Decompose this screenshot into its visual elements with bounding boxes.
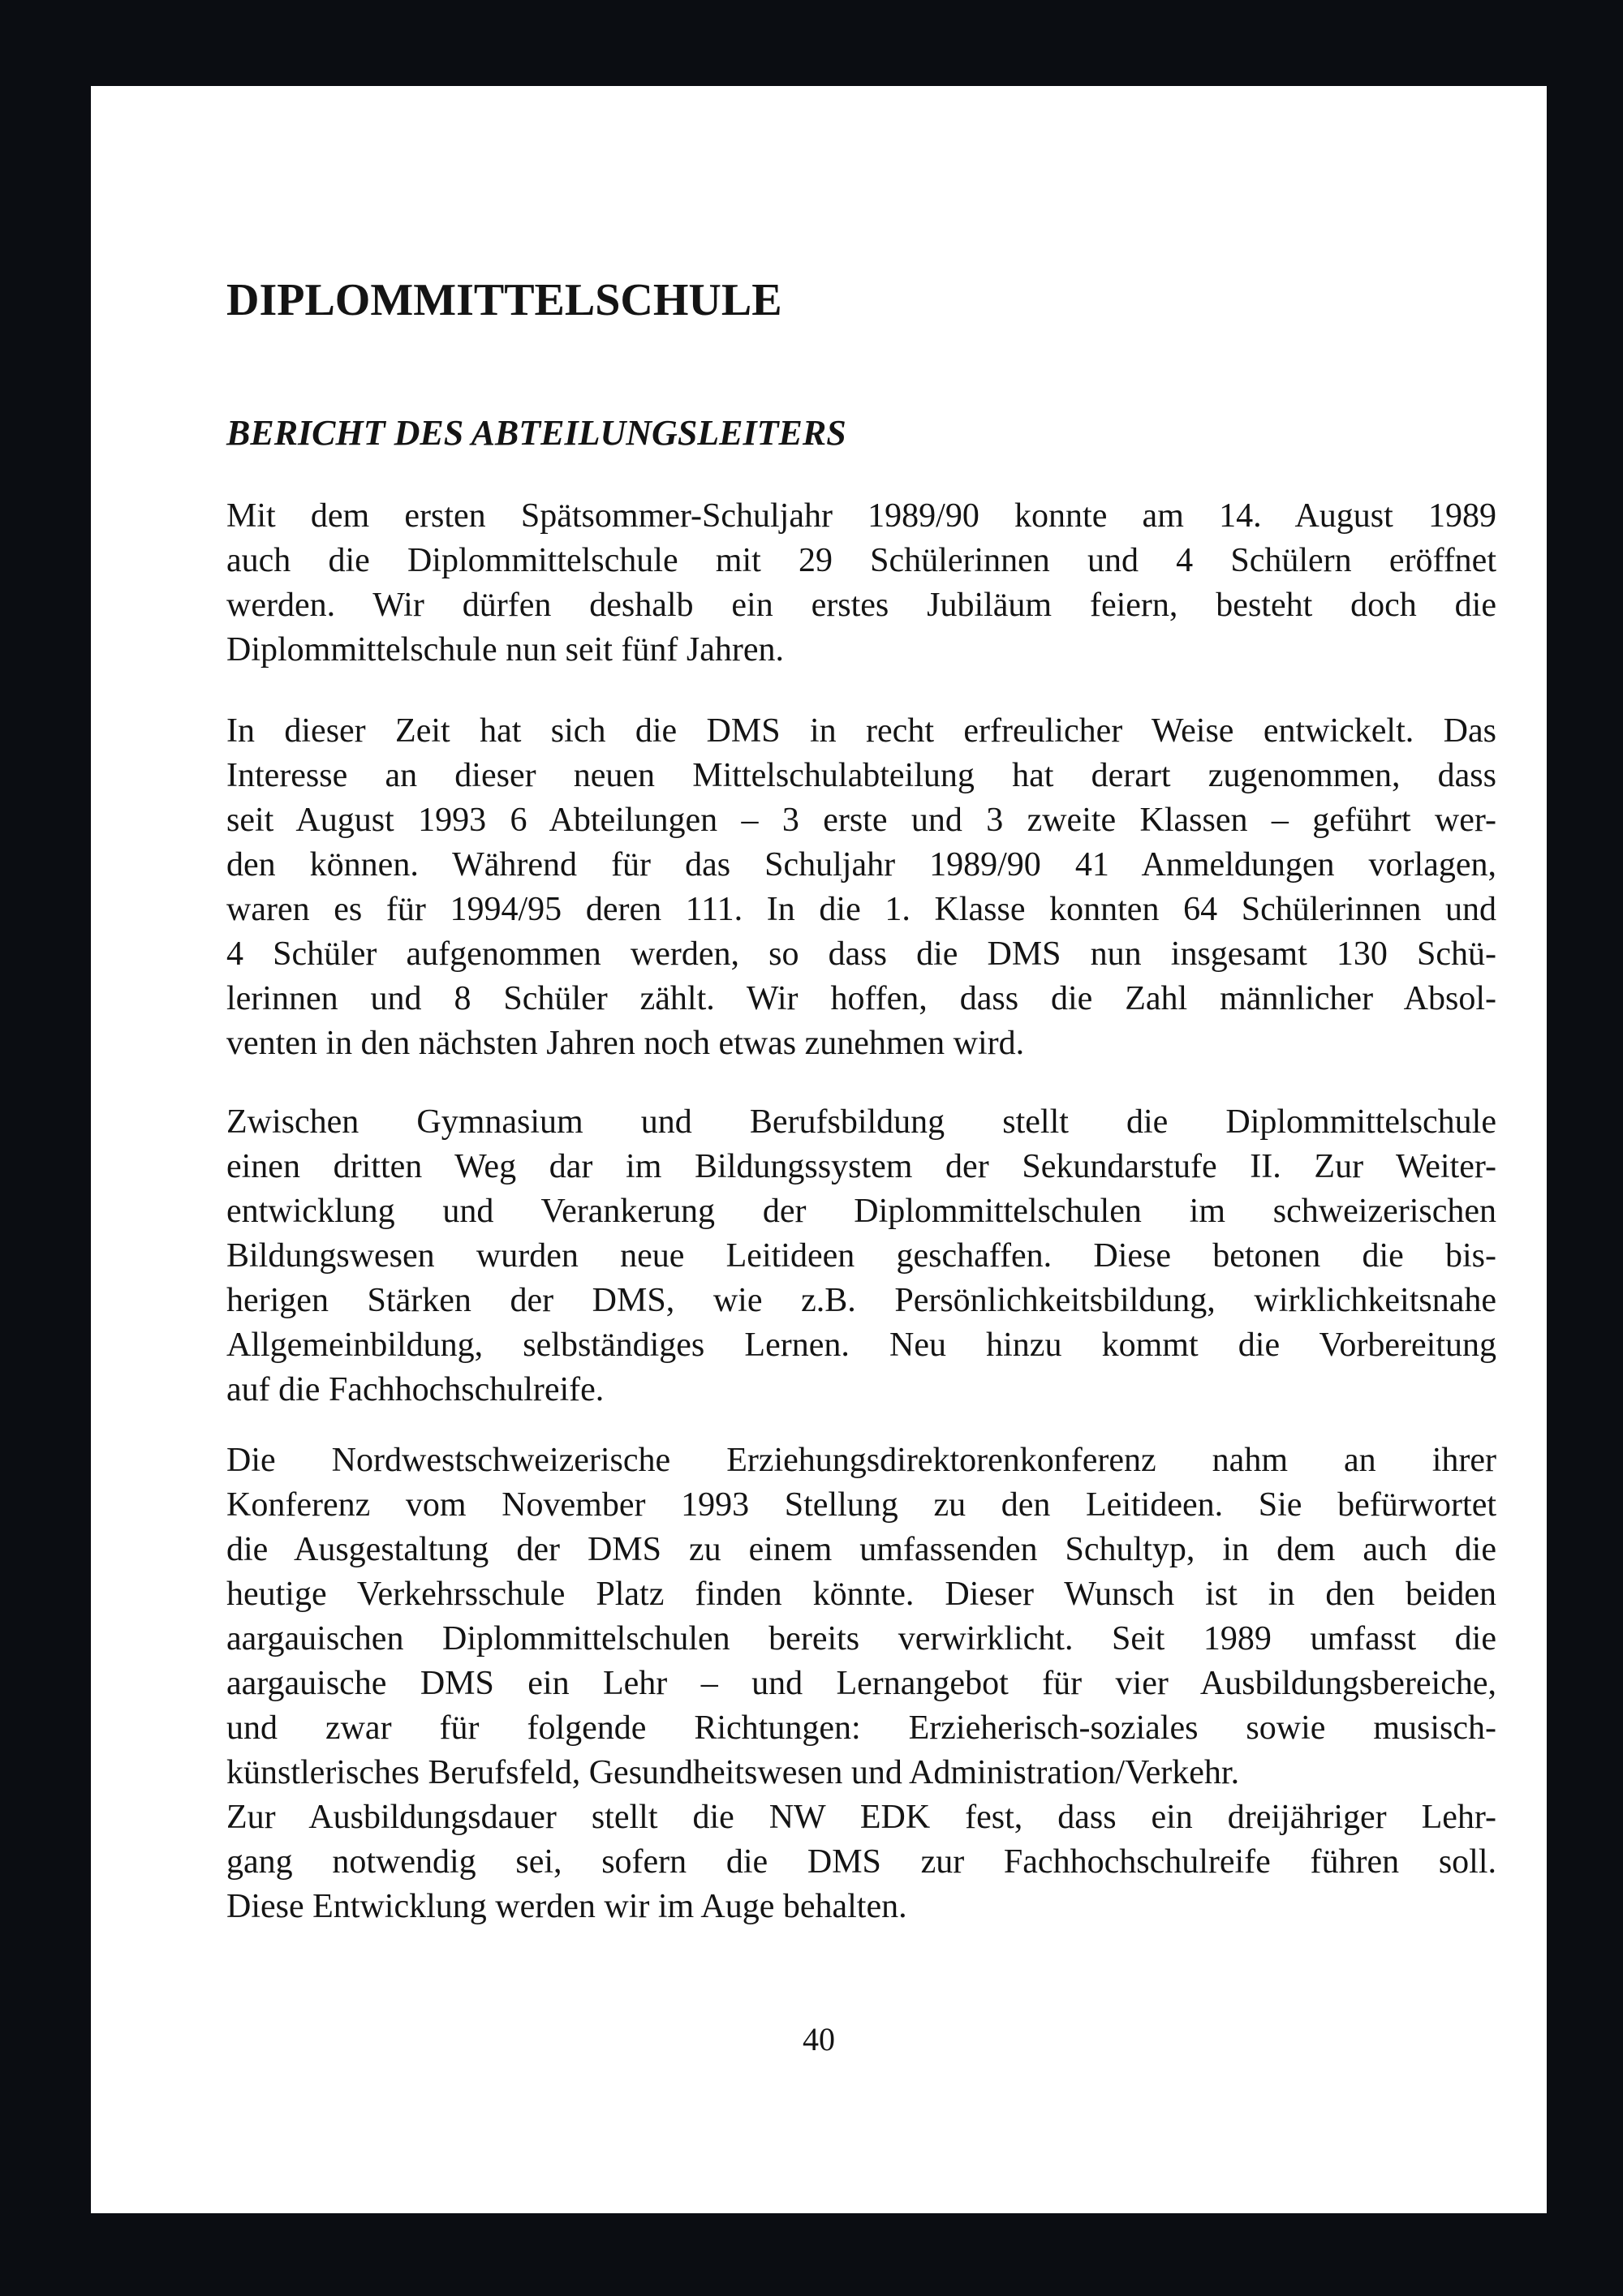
- text-line: den können. Während für das Schuljahr 1989/90 41 Anmeldungen vorlagen,: [226, 846, 1496, 884]
- page-title: DIPLOMMITTELSCHULE: [226, 275, 782, 325]
- text-line: herigen Stärken der DMS, wie z.B. Persönlichkeitsbildung, wirklichkeitsnahe: [226, 1282, 1496, 1319]
- text-line: Diese Entwicklung werden wir im Auge behalten.: [226, 1888, 907, 1925]
- text-line: Mit dem ersten Spätsommer-Schuljahr 1989/90 konnte am 14. August 1989: [226, 497, 1496, 535]
- text-line: Die Nordwestschweizerische Erziehungsdirektorenkonferenz nahm an ihrer: [226, 1442, 1496, 1479]
- text-line: gang notwendig sei, sofern die DMS zur Fachhochschulreife führen soll.: [226, 1843, 1496, 1881]
- text-line: auch die Diplommittelschule mit 29 Schülerinnen und 4 Schülern eröffnet: [226, 542, 1496, 579]
- paragraph-1: [226, 494, 1496, 673]
- text-line: Konferenz vom November 1993 Stellung zu den Leitideen. Sie befürwortet: [226, 1486, 1496, 1524]
- text-line: die Ausgestaltung der DMS zu einem umfassenden Schultyp, in dem auch die: [226, 1531, 1496, 1568]
- text-line: entwicklung und Verankerung der Diplommittelschulen im schweizerischen: [226, 1193, 1496, 1230]
- document-page: [91, 86, 1547, 2213]
- paragraph-4: [226, 1438, 1496, 1929]
- page-number: 40: [803, 2021, 835, 2057]
- text-line: einen dritten Weg dar im Bildungssystem der Sekundarstufe II. Zur Weiter-: [226, 1148, 1496, 1185]
- paragraph-3: [226, 1100, 1496, 1412]
- text-line: Zur Ausbildungsdauer stellt die NW EDK fest, dass ein dreijähriger Lehr-: [226, 1799, 1496, 1836]
- text-line: Interesse an dieser neuen Mittelschulabteilung hat derart zugenommen, dass: [226, 757, 1496, 794]
- paragraph-2: [226, 709, 1496, 1066]
- text-line: heutige Verkehrsschule Platz finden könnte. Dieser Wunsch ist in den beiden: [226, 1576, 1496, 1613]
- text-line: venten in den nächsten Jahren noch etwas zunehmen wird.: [226, 1025, 1025, 1062]
- text-line: 4 Schüler aufgenommen werden, so dass die DMS nun insgesamt 130 Schü-: [226, 935, 1496, 973]
- text-line: auf die Fachhochschulreife.: [226, 1371, 605, 1408]
- text-line: künstlerisches Berufsfeld, Gesundheitswesen und Administration/Verkehr.: [226, 1754, 1240, 1791]
- text-line: In dieser Zeit hat sich die DMS in recht erfreulicher Weise entwickelt. Das: [226, 712, 1496, 750]
- text-line: aargauische DMS ein Lehr – und Lernangebot für vier Ausbildungsbereiche,: [226, 1665, 1496, 1702]
- section-subtitle: BERICHT DES ABTEILUNGSLEITERS: [226, 413, 846, 453]
- text-line: waren es für 1994/95 deren 111. In die 1. Klasse konnten 64 Schülerinnen und: [226, 891, 1496, 928]
- text-line: Zwischen Gymnasium und Berufsbildung stellt die Diplommittelschule: [226, 1103, 1496, 1141]
- text-line: Allgemeinbildung, selbständiges Lernen. Neu hinzu kommt die Vorbereitung: [226, 1326, 1496, 1364]
- text-line: Bildungswesen wurden neue Leitideen geschaffen. Diese betonen die bis-: [226, 1237, 1496, 1275]
- text-line: seit August 1993 6 Abteilungen – 3 erste und 3 zweite Klassen – geführt wer-: [226, 802, 1496, 839]
- text-line: Diplommittelschule nun seit fünf Jahren.: [226, 631, 785, 669]
- text-line: aargauischen Diplommittelschulen bereits verwirklicht. Seit 1989 umfasst die: [226, 1620, 1496, 1658]
- text-line: werden. Wir dürfen deshalb ein erstes Jubiläum feiern, besteht doch die: [226, 587, 1496, 624]
- text-line: und zwar für folgende Richtungen: Erzieherisch-soziales sowie musisch-: [226, 1709, 1496, 1747]
- text-line: lerinnen und 8 Schüler zählt. Wir hoffen, dass die Zahl männlicher Absol-: [226, 980, 1496, 1017]
